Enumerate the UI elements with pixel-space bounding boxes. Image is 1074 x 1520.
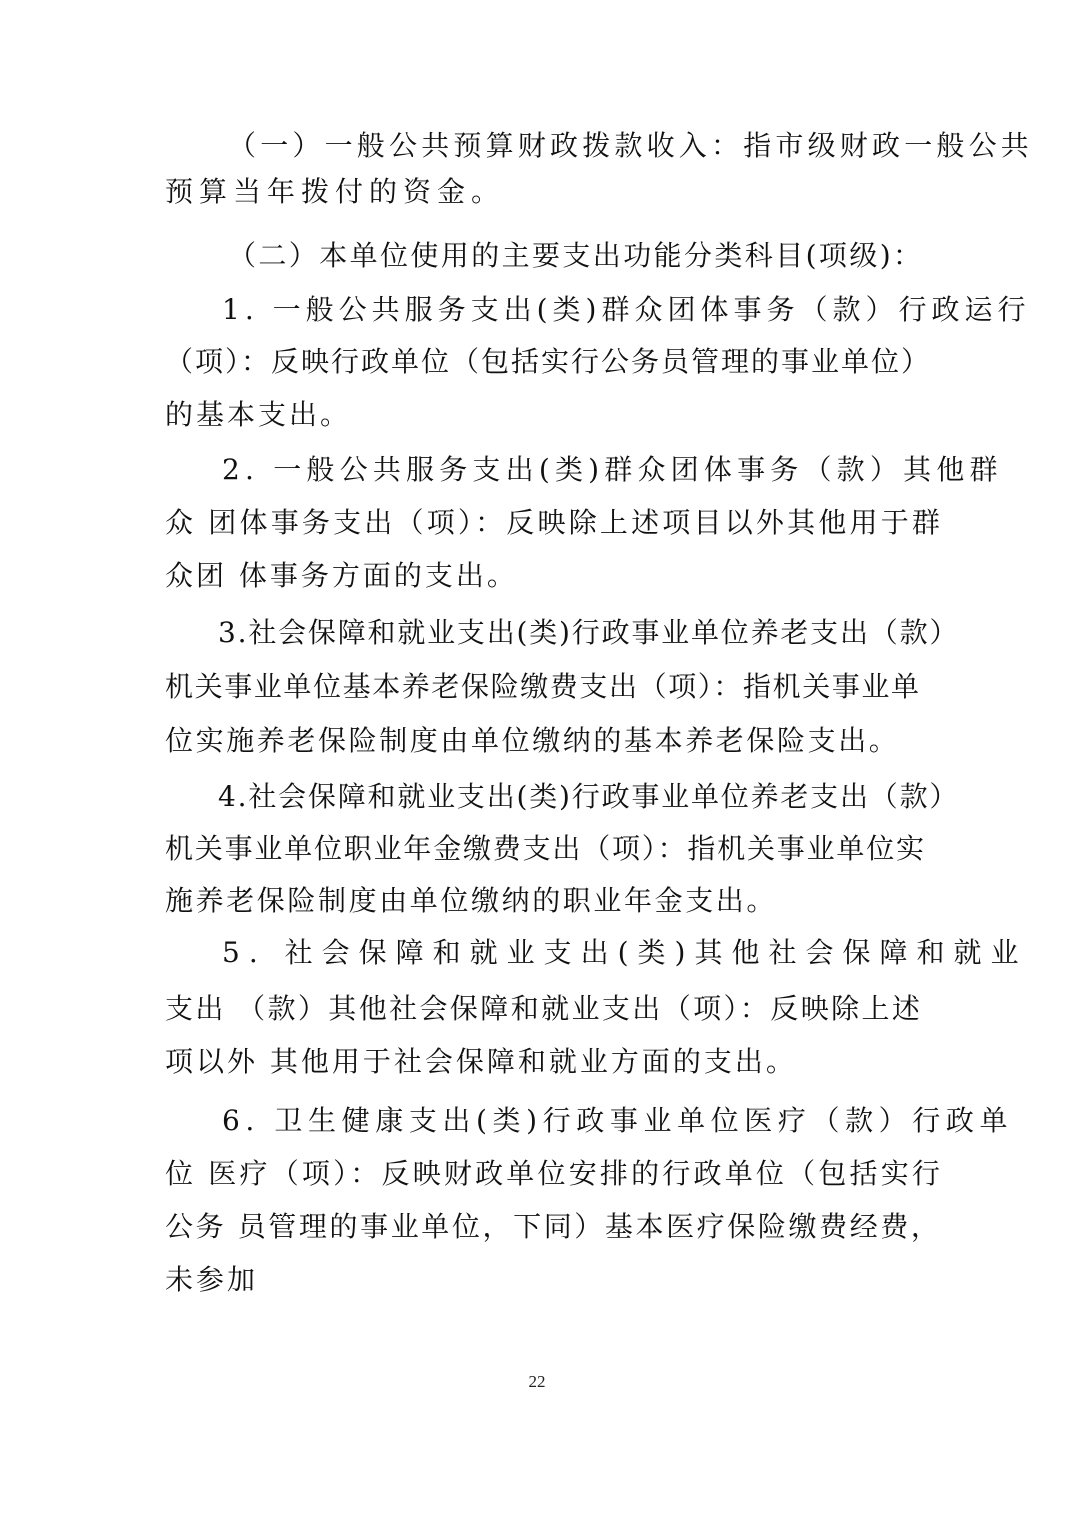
paragraph-5-line-2: 机关事业单位基本养老保险缴费支出（项）：指机关事业单: [165, 670, 921, 703]
paragraph-8-line-4: 未参加: [165, 1263, 259, 1296]
paragraph-5-line-3: 位实施养老保险制度由单位缴纳的基本养老保险支出。: [165, 724, 900, 757]
paragraph-3-line-2: （项）：反映行政单位（包括实行公务员管理的事业单位）: [165, 345, 932, 378]
paragraph-2-line-1: （二）本单位使用的主要支出功能分类科目(项级)：: [228, 239, 924, 272]
paragraph-4-line-3: 众团 体事务方面的支出。: [165, 559, 518, 592]
paragraph-8-line-3: 公务 员管理的事业单位，下同）基本医疗保险缴费经费，: [165, 1210, 942, 1243]
paragraph-1-line-1: （一）一般公共预算财政拨款收入：指市级财政一般公共: [228, 129, 1034, 162]
paragraph-8-line-2: 位 医疗（项）：反映财政单位安排的行政单位（包括实行: [165, 1157, 944, 1190]
paragraph-1-line-2: 预算当年拨付的资金。: [165, 175, 506, 208]
page-number: 22: [528, 1372, 546, 1391]
paragraph-7-line-1: 5. 社会保障和就业支出(类)其他社会保障和就业: [222, 936, 1028, 969]
paragraph-5-line-1: 3.社会保障和就业支出(类)行政事业单位养老支出（款）: [218, 616, 960, 649]
paragraph-4-line-1: 2. 一般公共服务支出(类)群众团体事务（款）其他群: [222, 453, 1003, 486]
paragraph-7-line-3: 项以外 其他用于社会保障和就业方面的支出。: [165, 1045, 797, 1078]
paragraph-8-line-1: 6. 卫生健康支出(类)行政事业单位医疗（款）行政单: [222, 1104, 1014, 1137]
paragraph-3-line-1: 1. 一般公共服务支出(类)群众团体事务（款）行政运行: [222, 293, 1031, 326]
paragraph-7-line-2: 支出 （款）其他社会保障和就业支出（项）：反映除上述: [165, 992, 923, 1025]
paragraph-6-line-3: 施养老保险制度由单位缴纳的职业年金支出。: [165, 884, 778, 917]
paragraph-3-line-3: 的基本支出。: [165, 398, 352, 431]
paragraph-6-line-1: 4.社会保障和就业支出(类)行政事业单位养老支出（款）: [218, 780, 960, 813]
paragraph-4-line-2: 众 团体事务支出（项）：反映除上述项目以外其他用于群: [165, 506, 944, 539]
paragraph-6-line-2: 机关事业单位职业年金缴费支出（项）：指机关事业单位实: [165, 832, 926, 865]
